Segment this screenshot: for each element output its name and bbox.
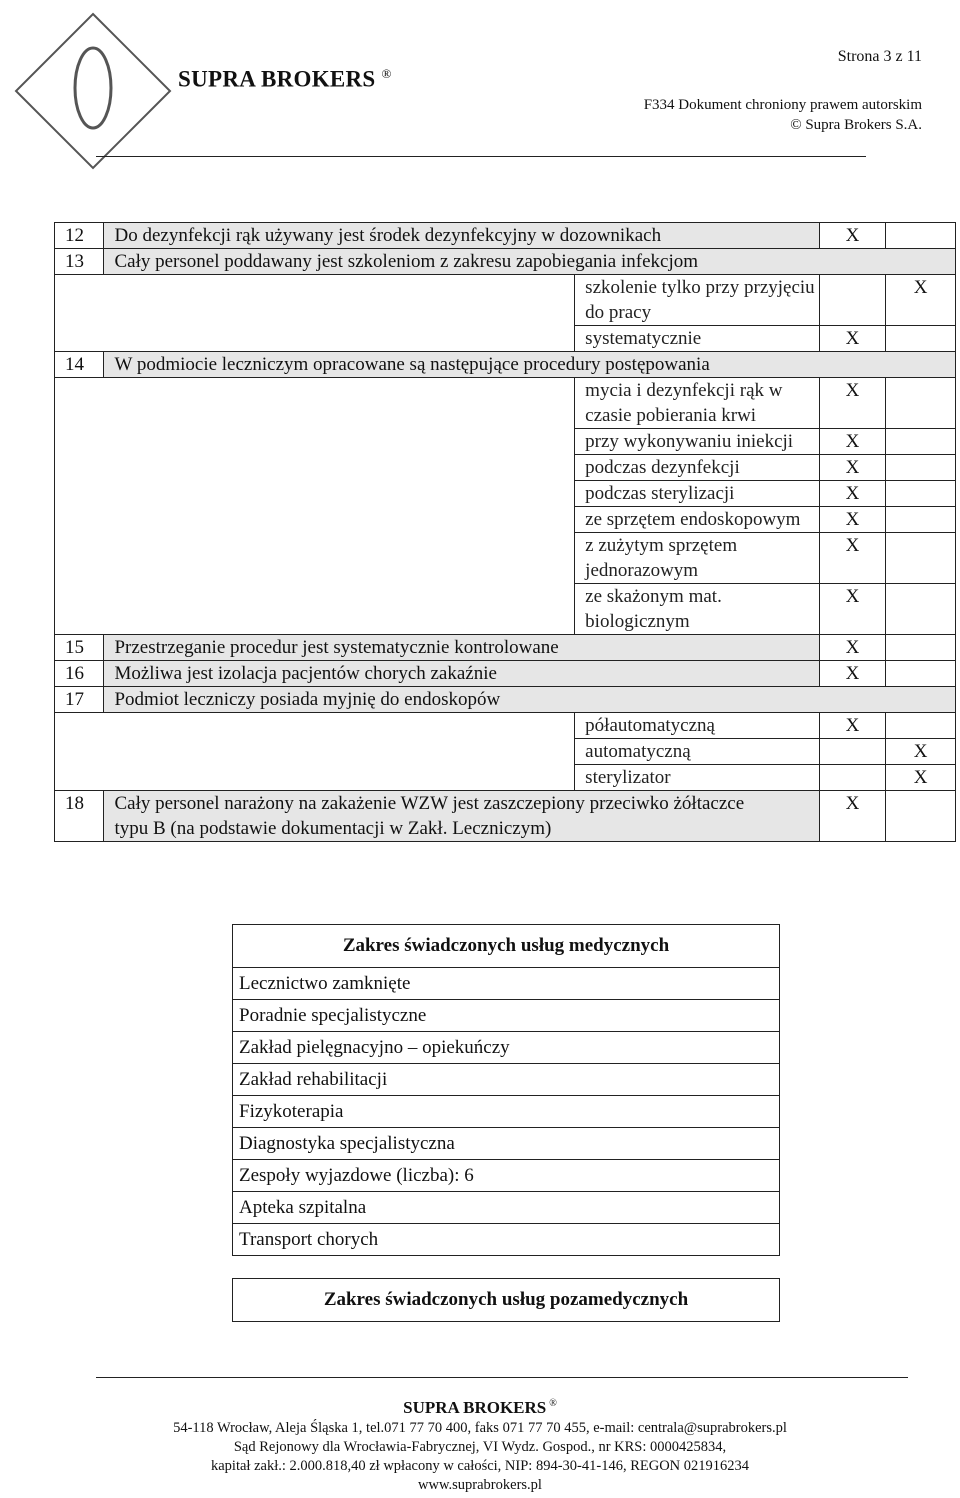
medical-services-title: Zakres świadczonych usług medycznych (233, 925, 780, 968)
row-option: podczas dezynfekcji (575, 455, 819, 481)
list-item: Transport chorych (233, 1224, 780, 1256)
table-row (55, 378, 956, 429)
row-question: Do dezynfekcji rąk używany jest środek dezynfekcyjny w dozownikach (104, 223, 819, 249)
answer-cell (819, 739, 886, 765)
footer-court: Sąd Rejonowy dla Wrocławia-Fabrycznej, VI Wydz. Gospod., nr KRS: 0000425834, (233, 1439, 727, 1455)
answer-cell: X (819, 584, 886, 635)
footer-capital: kapitał zakł.: 2.000.818,40 zł wpłacony w całości, NIP: 894-30-41-146, REGON 021916234 (210, 1458, 750, 1474)
row-number: 16 (55, 661, 104, 687)
row-option: szkolenie tylko przy przyjęciu do pracy (575, 275, 819, 326)
answer-cell (886, 713, 956, 739)
answer-cell (819, 765, 886, 791)
answer-cell: X (819, 635, 886, 661)
answer-cell: X (819, 507, 886, 533)
answer-cell: X (819, 533, 886, 584)
row-option: półautomatyczną (575, 713, 819, 739)
answer-cell (886, 507, 956, 533)
diamond-logo-icon (8, 6, 178, 176)
row-number: 12 (55, 223, 104, 249)
answer-cell (886, 584, 956, 635)
row-option: ze skażonym mat. biologicznym (575, 584, 819, 635)
answer-cell: X (819, 481, 886, 507)
row-number: 18 (55, 791, 104, 842)
row-option: przy wykonywaniu iniekcji (575, 429, 819, 455)
answer-cell: X (819, 791, 886, 842)
medical-services-table (232, 924, 780, 1256)
non-medical-services-table (232, 1278, 780, 1322)
answer-cell: X (819, 223, 886, 249)
answer-cell (886, 635, 956, 661)
row-option: mycia i dezynfekcji rąk w czasie pobierania krwi (575, 378, 819, 429)
answer-cell (886, 661, 956, 687)
table-row (55, 635, 956, 661)
list-item: Apteka szpitalna (233, 1192, 780, 1224)
answer-cell (886, 378, 956, 429)
answer-cell: X (819, 455, 886, 481)
list-item: Zespoły wyjazdowe (liczba): 6 (233, 1160, 780, 1192)
page-number: Strona 3 z 11 (837, 48, 922, 65)
list-item: Zakład rehabilitacji (233, 1064, 780, 1096)
answer-cell: X (819, 713, 886, 739)
list-item: Poradnie specjalistyczne (233, 1000, 780, 1032)
answer-cell: X (886, 275, 956, 326)
table-row (55, 661, 956, 687)
answer-cell (819, 275, 886, 326)
answer-cell: X (819, 326, 886, 352)
header-divider (96, 156, 866, 157)
row-question: Cały personel poddawany jest szkoleniom z zakresu zapobiegania infekcjom (104, 249, 956, 275)
answer-cell (886, 455, 956, 481)
row-number: 17 (55, 687, 104, 713)
row-question: Cały personel narażony na zakażenie WZW jest zaszczepiony przeciwko żółtaczce typu B (na podstawie dokumentacji w Zakł. Leczniczym) (104, 791, 819, 842)
table-row (55, 249, 956, 275)
answer-cell (886, 223, 956, 249)
list-item: Zakład pielęgnacyjno – opiekuńczy (233, 1032, 780, 1064)
row-number: 14 (55, 352, 104, 378)
row-number: 15 (55, 635, 104, 661)
table-row (55, 223, 956, 249)
answer-cell (886, 791, 956, 842)
table-row (55, 791, 956, 842)
copyright-owner: © Supra Brokers S.A. (790, 117, 922, 133)
answer-cell: X (886, 739, 956, 765)
answer-cell (886, 481, 956, 507)
list-item: Fizykoterapia (233, 1096, 780, 1128)
row-question: W podmiocie leczniczym opracowane są następujące procedury postępowania (104, 352, 956, 378)
footer-brand: SUPRA BROKERS ® (403, 1398, 557, 1417)
answer-cell: X (819, 378, 886, 429)
answer-cell: X (886, 765, 956, 791)
row-option: systematycznie (575, 326, 819, 352)
footer-divider (96, 1377, 908, 1378)
checklist-table (54, 222, 956, 842)
non-medical-services-title: Zakres świadczonych usług pozamedycznych (233, 1279, 780, 1322)
row-option: z zużytym sprzętem jednorazowym (575, 533, 819, 584)
table-row (55, 352, 956, 378)
row-option: ze sprzętem endoskopowym (575, 507, 819, 533)
table-row (55, 275, 956, 326)
answer-cell (886, 326, 956, 352)
table-row (55, 687, 956, 713)
answer-cell: X (819, 661, 886, 687)
answer-cell: X (819, 429, 886, 455)
footer-address: 54-118 Wrocław, Aleja Śląska 1, tel.071 77 70 400, faks 071 77 70 455, e-mail: centrala@suprabrokers.pl (173, 1420, 787, 1436)
footer-website: www.suprabrokers.pl (418, 1477, 542, 1493)
answer-cell (886, 429, 956, 455)
row-question: Możliwa jest izolacja pacjentów chorych zakaźnie (104, 661, 819, 687)
list-item: Diagnostyka specjalistyczna (233, 1128, 780, 1160)
row-option: podczas sterylizacji (575, 481, 819, 507)
brand-name: SUPRA BROKERS ® (178, 66, 392, 92)
answer-cell (886, 533, 956, 584)
row-option: automatyczną (575, 739, 819, 765)
table-row (55, 713, 956, 739)
row-option: sterylizator (575, 765, 819, 791)
row-number: 13 (55, 249, 104, 275)
row-question: Przestrzeganie procedur jest systematycznie kontrolowane (104, 635, 819, 661)
list-item: Lecznictwo zamknięte (233, 968, 780, 1000)
row-question: Podmiot leczniczy posiada myjnię do endoskopów (104, 687, 956, 713)
copyright-notice: F334 Dokument chroniony prawem autorskim (643, 97, 922, 113)
